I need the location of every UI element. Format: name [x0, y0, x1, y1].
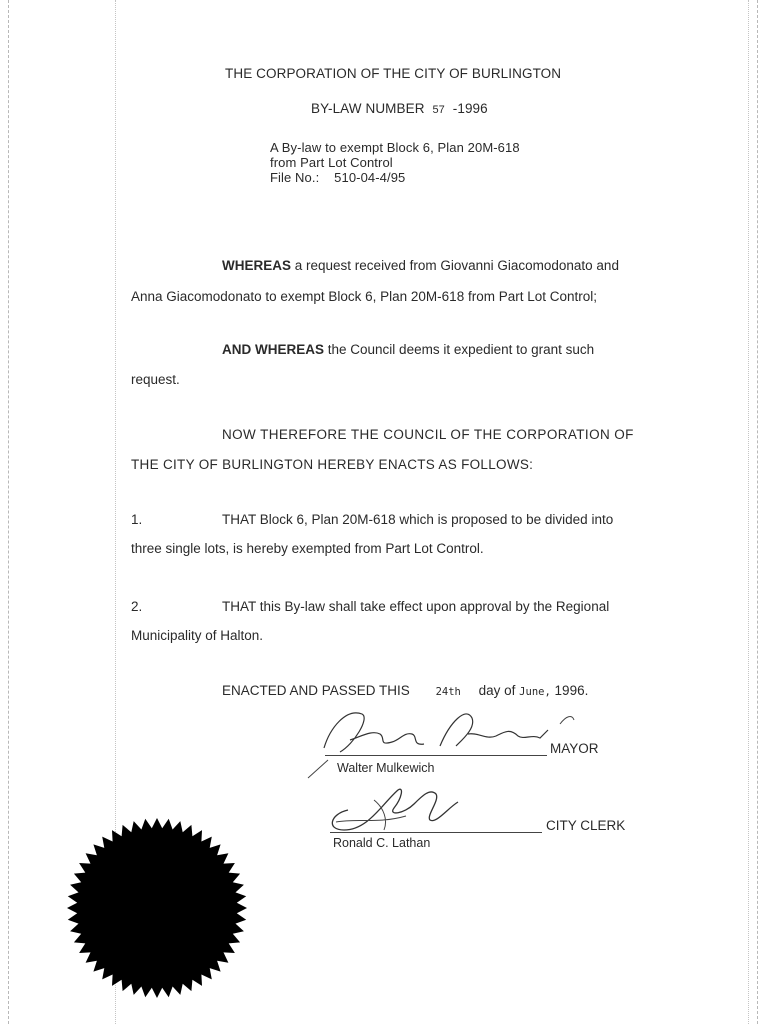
description-line-1: A By-law to exempt Block 6, Plan 20M-618	[270, 140, 520, 155]
scan-edge-left	[8, 0, 9, 1024]
enacted-day-of: day of	[478, 683, 516, 698]
enacted-year: 1996.	[554, 683, 589, 698]
bylaw-description	[270, 140, 520, 185]
and-whereas-keyword: AND WHEREAS	[222, 342, 325, 357]
enactment-line-1: NOW THEREFORE THE COUNCIL OF THE CORPORATION OF	[222, 427, 634, 442]
clause-1-line-1: THAT Block 6, Plan 20M-618 which is proposed to be divided into	[222, 512, 614, 527]
bylaw-prefix: BY-LAW NUMBER	[311, 101, 425, 116]
city-clerk-signature-icon	[318, 780, 488, 840]
description-line-2: from Part Lot Control	[270, 155, 393, 170]
enacted-prefix: ENACTED AND PASSED THIS	[222, 683, 410, 698]
file-number-value: 510-04-4/95	[334, 170, 406, 185]
clause-1-line-2: three single lots, is hereby exempted from Part Lot Control.	[131, 541, 484, 556]
mayor-signature-line	[325, 755, 547, 756]
enactment-line-2: THE CITY OF BURLINGTON HEREBY ENACTS AS FOLLOWS:	[131, 457, 534, 472]
and-whereas-text: the Council deems it expedient to grant such	[324, 342, 595, 357]
whereas-text: a request received from Giovanni Giacomodonato and	[291, 258, 619, 273]
file-number-label: File No.:	[270, 170, 320, 185]
bylaw-number-line	[311, 101, 488, 116]
whereas-paragraph-1-line-1	[222, 258, 619, 273]
bylaw-year: -1996	[452, 101, 488, 116]
whereas-paragraph-2-line-2: request.	[131, 372, 180, 387]
clause-2-line-2: Municipality of Halton.	[131, 628, 264, 643]
clause-2-number: 2.	[131, 599, 143, 614]
clause-2-line-1: THAT this By-law shall take effect upon approval by the Regional	[222, 599, 610, 614]
document-title: THE CORPORATION OF THE CITY OF BURLINGTON	[225, 66, 562, 81]
enacted-day: 24th	[435, 686, 461, 698]
bylaw-number: 57	[432, 104, 445, 116]
mayor-title: MAYOR	[550, 741, 599, 756]
corporate-seal-icon	[66, 815, 248, 1001]
whereas-paragraph-1-line-2: Anna Giacomodonato to exempt Block 6, Plan 20M-618 from Part Lot Control;	[131, 289, 597, 304]
scan-edge-right	[757, 0, 758, 1024]
whereas-keyword: WHEREAS	[222, 258, 292, 273]
city-clerk-signature-line	[330, 832, 542, 833]
enacted-line	[222, 683, 588, 698]
clause-1-number: 1.	[131, 512, 143, 527]
city-clerk-title: CITY CLERK	[546, 818, 626, 833]
scan-edge-right-inner	[748, 0, 749, 1024]
whereas-paragraph-2-line-1	[222, 342, 594, 357]
enacted-month: June,	[519, 686, 551, 698]
city-clerk-name: Ronald C. Lathan	[333, 836, 431, 850]
mayor-name: Walter Mulkewich	[337, 761, 435, 775]
